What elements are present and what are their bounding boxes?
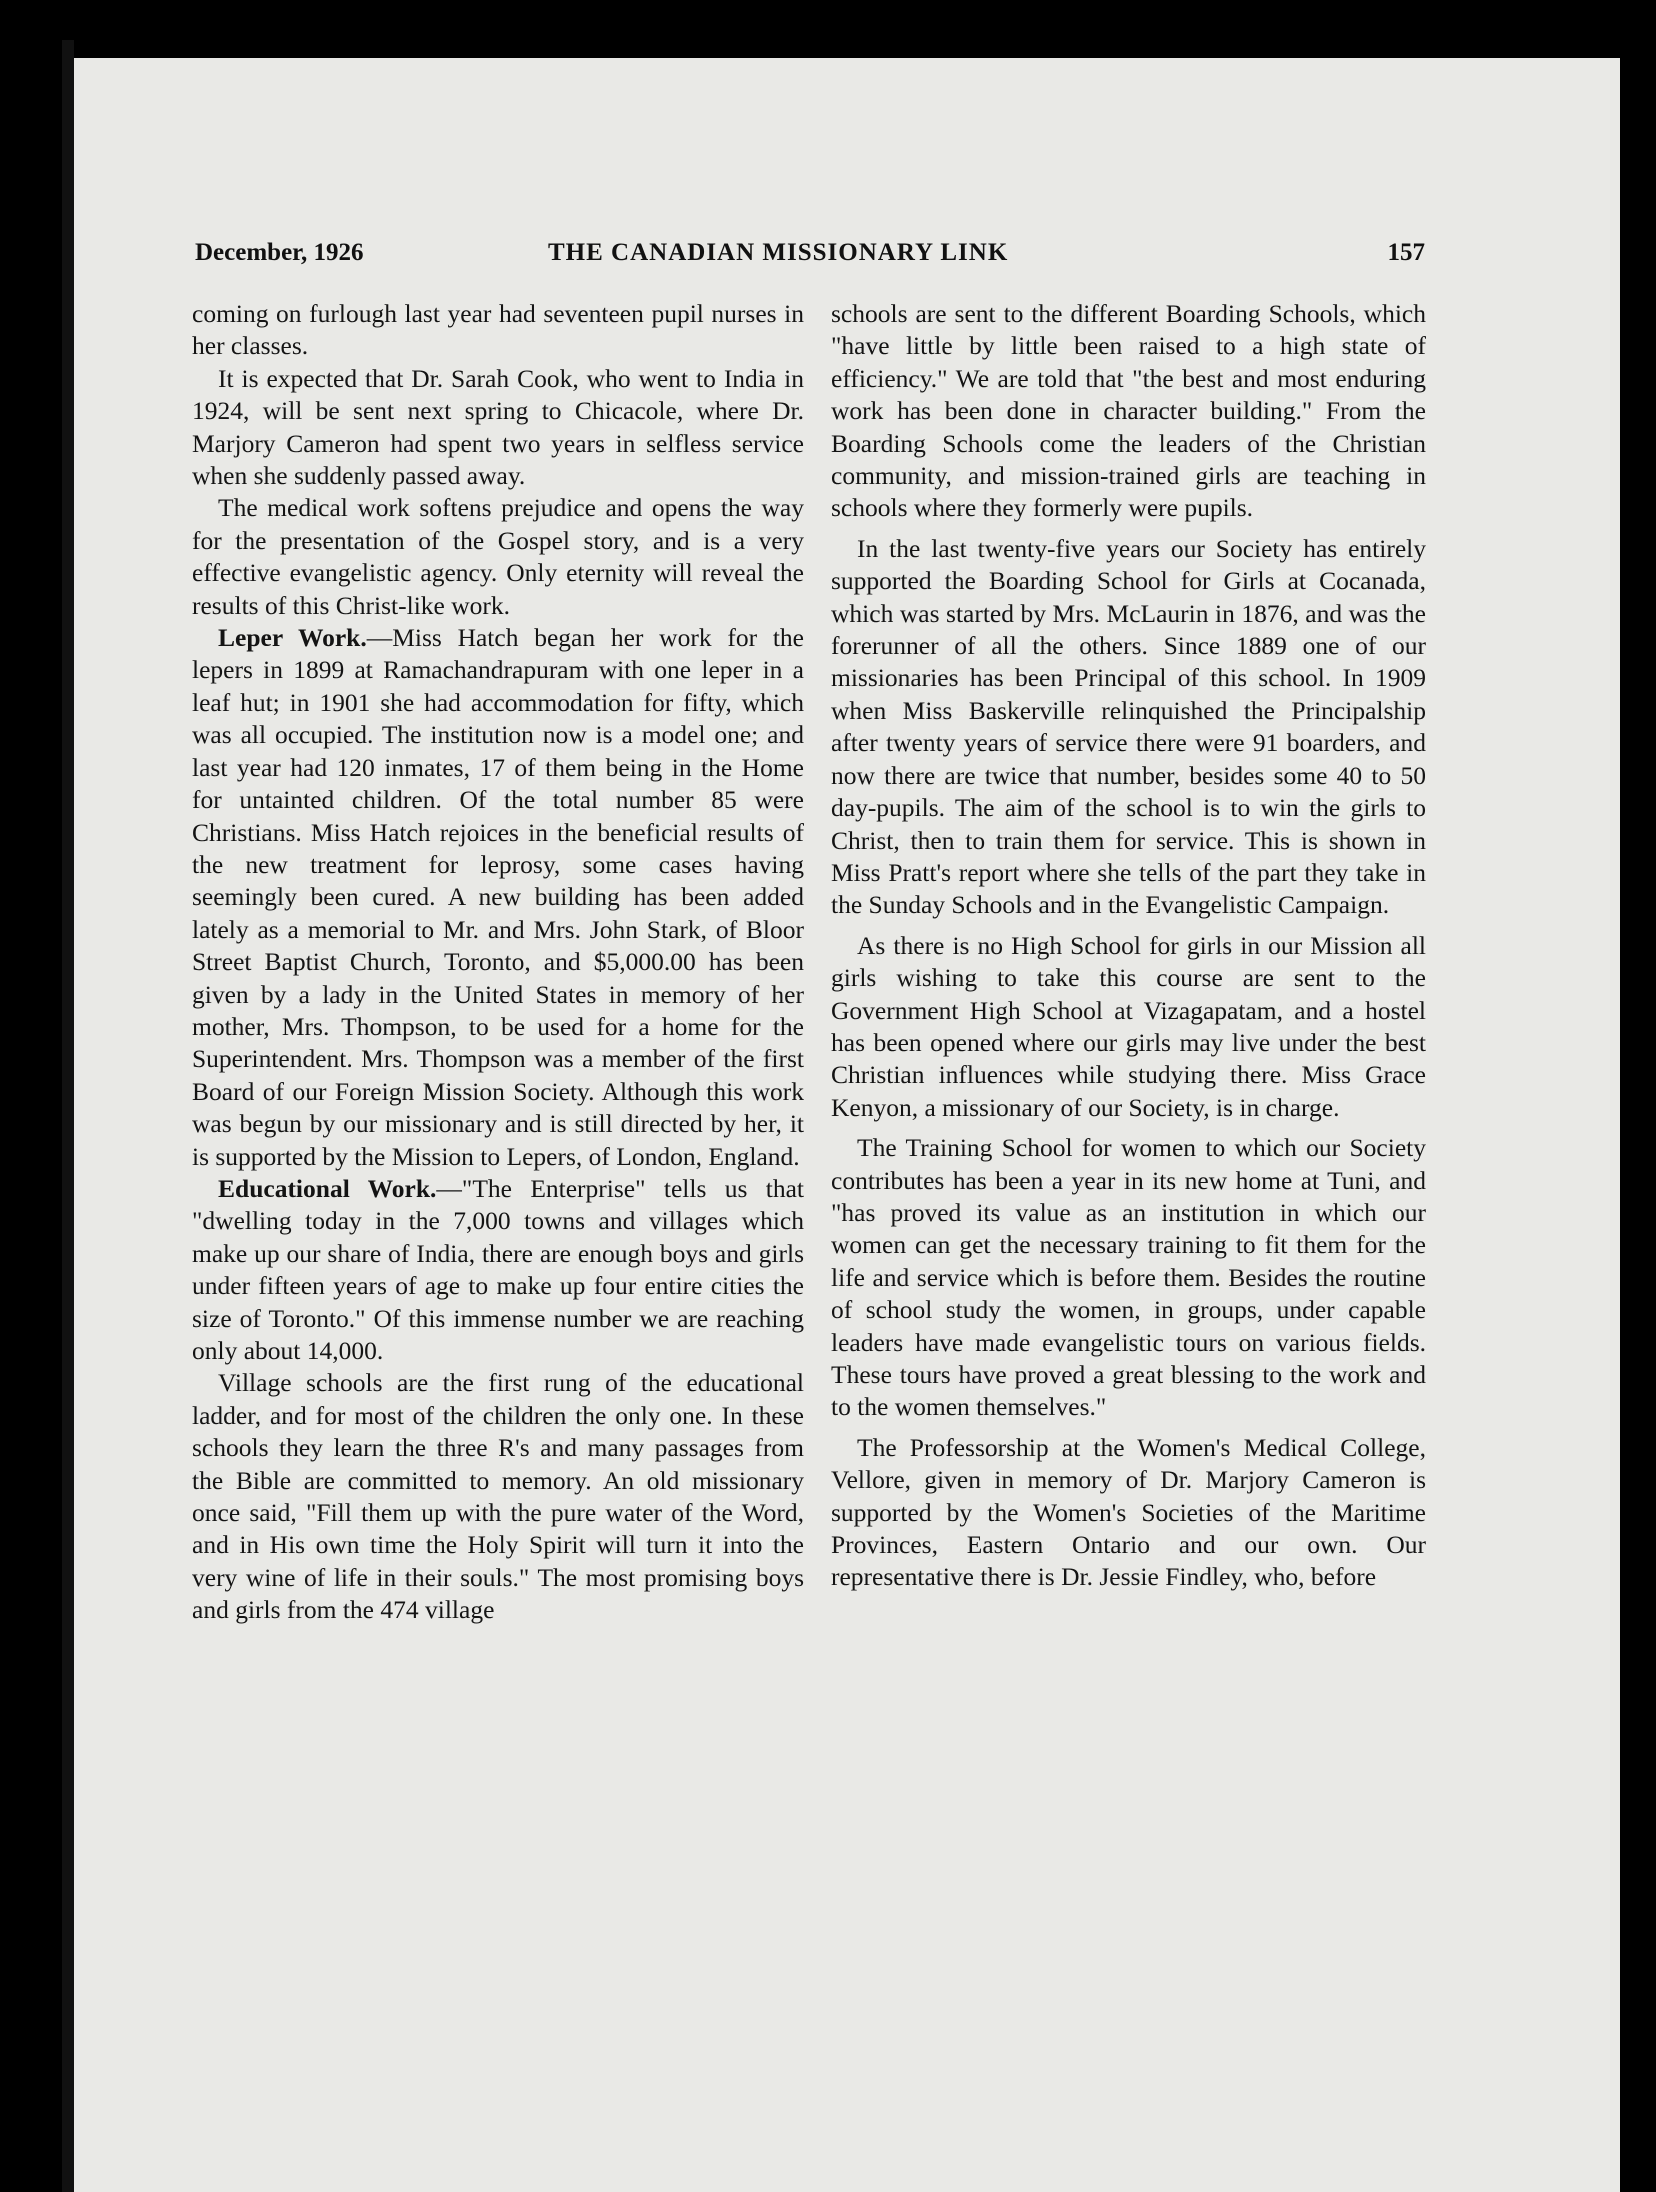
paragraph: schools are sent to the different Boarding Schools, which "have little by little been raised to a high state of efficiency." We are told that "the best and most enduring work has been done in character building." From the Boarding Schools come the leaders of the Christian community, and mission-trained girls are teaching in schools where they formerly were pupils. [831,299,1426,523]
paragraph: coming on furlough last year had seventeen pupil nurses in her classes. [192,299,804,361]
paragraph: As there is no High School for girls in our Mission all girls wishing to take this course are sent to the Government High School at Vizagapatam, and a hostel has been opened where our girls may live under the best Christian influences while studying there. Miss Grace Kenyon, a missionary of our Society, is in charge. [831,930,1426,1122]
paragraph: It is expected that Dr. Sarah Cook, who went to India in 1924, will be sent next spring to Chicacole, where Dr. Marjory Cameron had spent two years in selfless service when she suddenly passed away. [192,363,804,491]
header-title: THE CANADIAN MISSIONARY LINK [548,239,1009,266]
paragraph [192,622,804,1173]
paragraph: The Professorship at the Women's Medical College, Vellore, given in memory of Dr. Marjory Cameron is supported by the Women's Societies of the Maritime Provinces, Eastern Ontario and our own. Our representative there is Dr. Jessie Findley, who, before [831,1432,1426,1592]
paragraph: The Training School for women to which our Society contributes has been a year in its new home at Tuni, and "has proved its value as an institution in which our women can get the necessary training to fit them for the life and service which is before them. Besides the routine of school study the women, in groups, under capable leaders have made evangelistic tours on various fields. These tours have proved a great blessing to the work and to the women themselves." [831,1133,1426,1422]
paragraph: In the last twenty-five years our Society has entirely supported the Boarding School for Girls at Cocanada, which was started by Mrs. McLaurin in 1876, and was the forerunner of all the others. Since 1889 one of our missionaries has been Principal of this school. In 1909 when Miss Baskerville relinquished the Principalship after twenty years of service there were 91 boarders, and now there are twice that number, besides some 40 to 50 day-pupils. The aim of the school is to win the girls to Christ, then to train them for service. This is shown in Miss Pratt's report where she tells of the part they take in the Sunday Schools and in the Evangelistic Campaign. [831,533,1426,920]
paragraph [192,1173,804,1367]
header-date: December, 1926 [195,239,364,266]
page-number: 157 [1387,239,1425,266]
paragraph-text: —"The Enterprise" tells us that "dwelling today in the 7,000 towns and villages which make up our share of India, there are enough boys and girls under fifteen years of age to make up four entire cities the size of Toronto." Of this immense number we are reaching only about 14,000. [192,1173,804,1365]
page-edge-rule [62,40,74,2192]
paragraph-text: —Miss Hatch began her work for the lepers in 1899 at Ramachandrapuram with one leper in a leaf hut; in 1901 she had accommodation for fifty, which was all occupied. The institution now is a model one; and last year had 120 inmates, 17 of them being in the Home for untainted children. Of the total number 85 were Christians. Miss Hatch rejoices in the beneficial results of the new treatment for leprosy, some cases having seemingly been cured. A new building has been added lately as a memorial to Mr. and Mrs. John Stark, of Bloor Street Baptist Church, Toronto, and $5,000.00 has been given by a lady in the United States in memory of her mother, Mrs. Thompson, to be used for a home for the Superintendent. Mrs. Thompson was a member of the first Board of our Foreign Mission Society. Although this work was begun by our missionary and is still directed by her, it is supported by the Mission to Lepers, of London, England. [192,623,804,1171]
section-heading-educational-work: Educational Work. [218,1173,437,1203]
right-column [831,298,1426,1594]
section-heading-leper-work: Leper Work. [218,623,367,653]
paragraph: The medical work softens prejudice and opens the way for the presentation of the Gospel story, and is a very effective evangelistic agency. Only eternity will reveal the results of this Christ-like work. [192,493,804,620]
paragraph: Village schools are the first rung of the educational ladder, and for most of the children the only one. In these schools they learn the three R's and many passages from the Bible are committed to memory. An old missionary once said, "Fill them up with the pure water of the Word, and in His own time the Holy Spirit will turn it into the very wine of life in their souls." The most promising boys and girls from the 474 village [192,1368,804,1625]
left-column [192,298,804,1627]
running-header [195,239,1425,275]
